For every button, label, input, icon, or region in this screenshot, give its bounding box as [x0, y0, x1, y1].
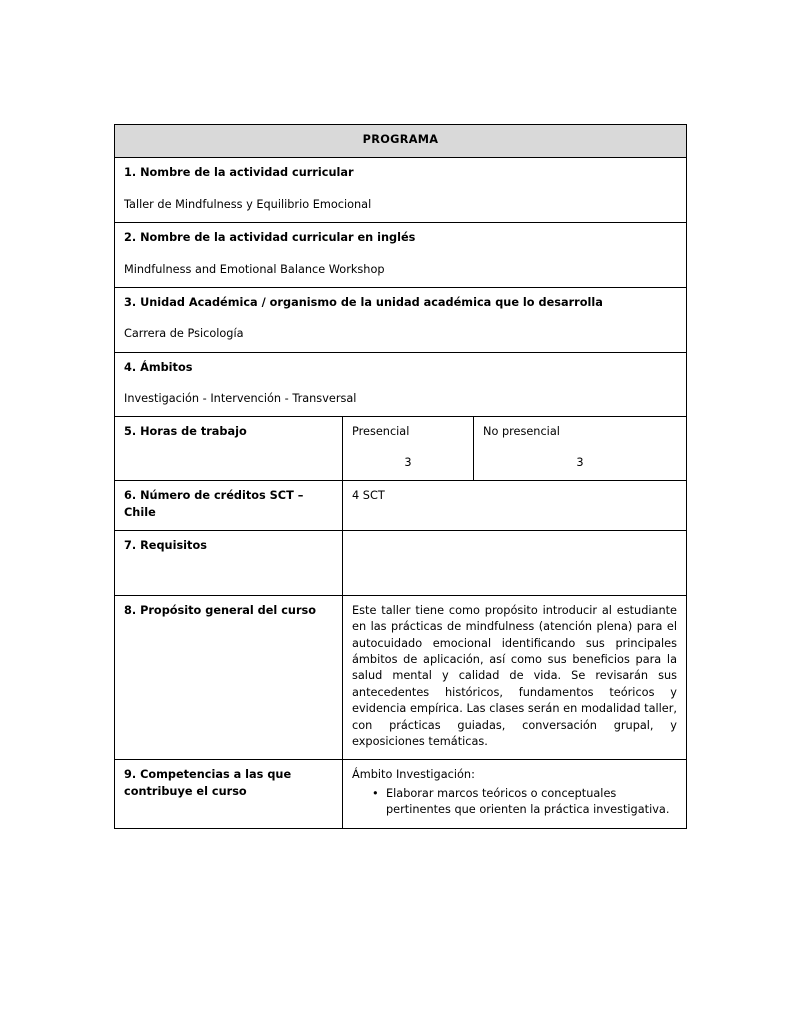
table-row-requisitos — [115, 530, 687, 595]
row-value: Carrera de Psicología — [124, 327, 244, 341]
program-title: PROGRAMA — [115, 125, 687, 158]
table-row — [115, 223, 687, 288]
table-row-competencias — [115, 760, 687, 829]
row-ambitos — [115, 352, 687, 417]
program-table — [114, 124, 687, 829]
row-nombre-actividad-ingles — [115, 223, 687, 288]
horas-no-presencial-value: 3 — [576, 455, 584, 469]
row-label: 3. Unidad Académica / organismo de la unidad académica que lo desarrolla — [124, 295, 603, 309]
row-label: 4. Ámbitos — [124, 360, 193, 374]
proposito-label-text: 8. Propósito general del curso — [124, 603, 317, 617]
creditos-value: 4 SCT — [343, 481, 687, 531]
table-row-creditos — [115, 481, 687, 531]
competencias-bullet-list — [352, 786, 677, 819]
competencias-label — [115, 760, 343, 829]
table-row — [115, 158, 687, 223]
table-row — [115, 287, 687, 352]
horas-presencial-value: 3 — [404, 455, 412, 469]
requisitos-label — [115, 530, 343, 595]
table-row-horas — [115, 417, 687, 481]
horas-presencial — [343, 417, 474, 481]
row-value: Taller de Mindfulness y Equilibrio Emocional — [124, 197, 372, 211]
row-value: Investigación - Intervención - Transversal — [124, 392, 357, 405]
horas-label-text: 5. Horas de trabajo — [124, 425, 247, 439]
proposito-value: Este taller tiene como propósito introducir al estudiante en las prácticas de mindfulness (atención plena) para el autocuidado emocional identificando sus principales ámbitos de aplicación, así como sus beneficios para la salud mental y calidad de vida. Se revisarán sus antecedentes históricos, fundamentos teóricos y evidencia empírica. Las clases serán en modalidad taller, con prácticas guiadas, conversación grupal, y exposiciones temáticas. — [343, 595, 687, 759]
proposito-label — [115, 595, 343, 759]
list-item: • Elaborar marcos teóricos o conceptuales pertinentes que orienten la práctica investigativa. — [372, 786, 677, 819]
competencias-heading: Ámbito Investigación: — [352, 768, 475, 782]
row-label: 1. Nombre de la actividad curricular — [124, 166, 354, 180]
requisitos-label-text: 7. Requisitos — [124, 538, 207, 552]
creditos-label-line1: 6. Número de créditos SCT – — [124, 489, 304, 503]
horas-no-presencial-label: No presencial — [483, 425, 560, 439]
horas-no-presencial — [474, 417, 687, 481]
row-value: Mindfulness and Emotional Balance Workshop — [124, 262, 385, 276]
competencias-label-line1: 9. Competencias a las que — [124, 768, 292, 782]
row-unidad-academica — [115, 287, 687, 352]
row-nombre-actividad — [115, 158, 687, 223]
horas-presencial-label: Presencial — [352, 425, 410, 439]
requisitos-value — [343, 530, 687, 595]
table-row-title — [115, 125, 687, 158]
horas-label — [115, 417, 343, 481]
table-row-proposito — [115, 595, 687, 759]
row-label: 2. Nombre de la actividad curricular en inglés — [124, 231, 416, 245]
creditos-label-line2: Chile — [124, 505, 156, 519]
competencias-value — [343, 760, 687, 829]
competencias-label-line2: contribuye el curso — [124, 784, 247, 798]
table-row — [115, 352, 687, 417]
creditos-label — [115, 481, 343, 531]
